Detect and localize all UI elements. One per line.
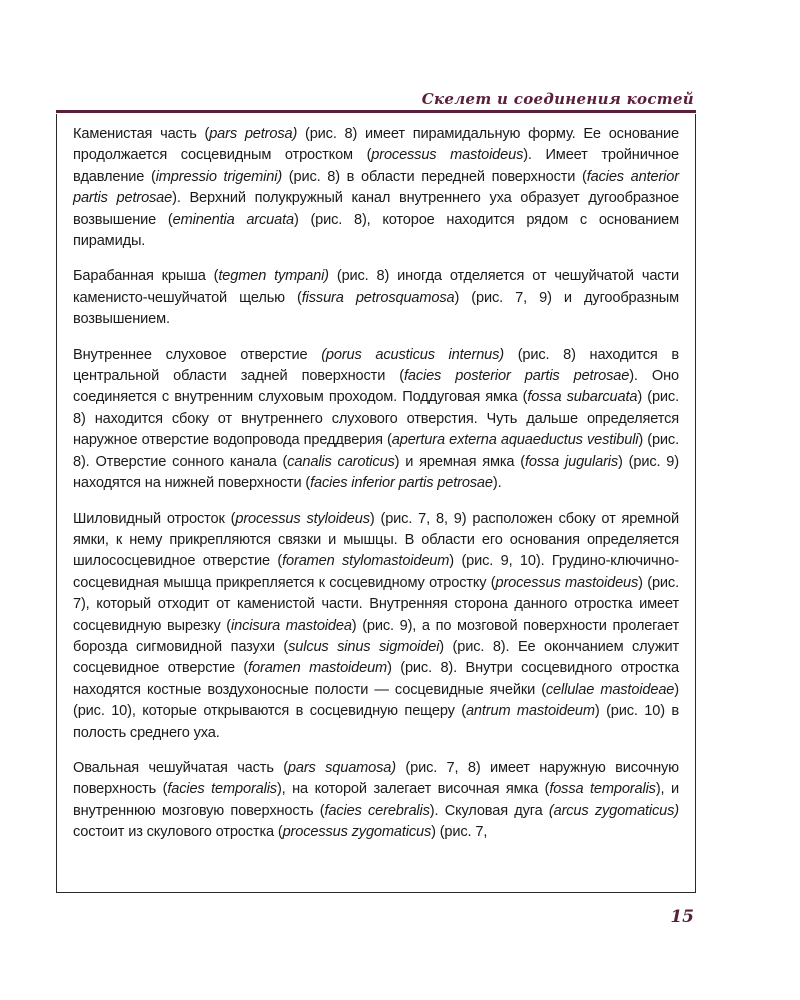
text-segment: ) (рис. 7, <box>431 824 488 841</box>
text-segment: ) (рис. 8) находится сбоку от внутреннего слухового отверстия. Чуть дальше определяется наружное отверстие водопровода преддверия ( <box>73 389 679 449</box>
latin-term: (porus acusticus internus) <box>321 346 504 363</box>
latin-term: tegmen tympani) <box>218 268 329 285</box>
paragraph <box>73 266 679 330</box>
text-segment: рис. 8) имеет пирамидальную форму. Ее основание продолжается сосцевидным отростком ( <box>73 126 679 164</box>
latin-term: processus mastoideus <box>371 147 524 164</box>
paragraph <box>73 758 679 844</box>
text-segment: рис. 7, 8) имеет наружную височную поверхность ( <box>73 759 679 798</box>
text-segment: ) (рис. 7, 8, 9) расположен сбоку от яремной ямки, к нему прикрепляются связки и мышцы. В области его основания определяется шилососцевидное отверстие ( <box>73 510 679 570</box>
text-segment: ) (рис. 9) находятся на нижней поверхности ( <box>73 453 679 492</box>
latin-term: fossa subarcuata <box>527 389 638 406</box>
latin-term: foramen mastoideum <box>248 660 388 677</box>
latin-term: apertura externa aquaeductus vestibuli <box>391 432 639 449</box>
text-segment: ) (рис. 8). Отверстие сонного канала ( <box>73 432 679 470</box>
text-segment: ) (рис. 8). Внутри сосцевидного отростка находятся костные воздухоносные полости — сосцевидные ячейки ( <box>73 660 679 698</box>
text-segment: ). Скуловая дуга <box>429 802 549 819</box>
text-segment: ). Имеет тройничное вдавление ( <box>73 147 679 185</box>
text-segment: ( <box>282 168 294 185</box>
running-header: Скелет и соединения костей <box>421 90 694 108</box>
text-segment: ) (рис. 7, 9) и дугообразным возвышением. <box>73 289 679 328</box>
text-segment: Шиловидный отросток ( <box>73 510 236 527</box>
latin-term: sulcus sinus sigmoidei <box>288 638 440 655</box>
text-segment: Овальная чешуйчатая часть ( <box>73 759 288 776</box>
latin-term: processus zygomaticus <box>282 824 432 841</box>
latin-term: (arcus zygomaticus) <box>548 802 679 819</box>
latin-term: fissura petrosquamosa <box>301 289 455 306</box>
paragraph <box>73 509 679 744</box>
text-segment: ) (рис. 7), который отходит от каменистой части. Внутренняя сторона данного отростка имеет сосцевидную вырезку ( <box>73 574 679 634</box>
latin-term: facies inferior partis petrosae <box>310 475 493 492</box>
latin-term: impressio trigemini) <box>155 168 283 185</box>
text-segment: ) (рис. 10) в полость среднего уха. <box>73 703 679 741</box>
text-segment: ). Оно соединяется с внутренним слуховым проходом. Поддуговая ямка ( <box>73 368 679 406</box>
text-segment: ). Верхний полукружный канал внутреннего уха образует дугообразное возвышение ( <box>73 190 679 228</box>
latin-term: processus styloideus <box>235 510 370 527</box>
latin-term: facies cerebralis <box>324 802 430 819</box>
latin-term: facies posterior partis petrosae <box>403 368 630 385</box>
text-segment: ) (рис. 9, 10). Грудино-ключично-сосцевидная мышца прикрепляется к сосцевидному отростку ( <box>73 553 680 591</box>
text-segment: состоит из скулового отростка ( <box>73 824 283 841</box>
text-segment: ). <box>492 475 502 492</box>
header-rule <box>56 110 696 113</box>
text-box <box>56 114 696 893</box>
text-segment: Внутреннее слуховое отверстие <box>73 346 322 363</box>
text-segment: ) (рис. 8), которое находится рядом с основанием пирамиды. <box>73 211 679 250</box>
latin-term: pars petrosa) <box>209 126 298 142</box>
latin-term: processus mastoideus <box>495 574 639 591</box>
paragraph <box>73 124 679 252</box>
text-segment: ) (рис. 8). Ее окончанием служит сосцевидное отверстие ( <box>73 638 680 677</box>
text-segment: рис. 8) иногда отделяется от чешуйчатой части каменисто-чешуйчатой щелью ( <box>73 268 679 306</box>
latin-term: cellulae mastoideae <box>545 681 675 698</box>
latin-term: pars squamosa) <box>287 759 396 776</box>
paragraph <box>73 345 679 495</box>
text-segment: (рис. 8) находится в центральной области задней поверхности ( <box>73 346 679 385</box>
text-segment: ( <box>395 759 411 776</box>
latin-term: fossa jugularis <box>525 453 619 470</box>
text-segment: рис. 8) в области передней поверхности ( <box>293 168 587 185</box>
latin-term: foramen stylomastoideum <box>282 553 450 570</box>
text-segment: ) (рис. 10), которые открываются в сосцевидную пещеру ( <box>73 681 679 720</box>
latin-term: antrum mastoideum <box>465 703 595 720</box>
text-segment: ( <box>328 268 342 285</box>
page-number: 15 <box>670 907 694 927</box>
text-segment: ), и внутреннюю мозговую поверхность ( <box>73 781 680 819</box>
text-segment: ( <box>297 126 310 142</box>
latin-term: facies anterior partis petrosae <box>73 168 679 207</box>
text-segment: ) и яремная ямка ( <box>394 453 525 470</box>
text-segment: ), на которой залегает височная ямка ( <box>276 781 550 798</box>
latin-term: facies temporalis <box>167 781 277 798</box>
latin-term: fossa temporalis <box>549 781 656 798</box>
text-segment: Каменистая часть ( <box>73 126 210 142</box>
latin-term: incisura mastoidea <box>231 617 352 634</box>
latin-term: canalis caroticus <box>287 453 395 470</box>
text-segment: ) (рис. 9), а по мозговой поверхности пролегает борозда сигмовидной пазухи ( <box>73 617 680 655</box>
latin-term: eminentia arcuata <box>172 211 294 228</box>
text-segment: Барабанная крыша ( <box>73 268 219 285</box>
